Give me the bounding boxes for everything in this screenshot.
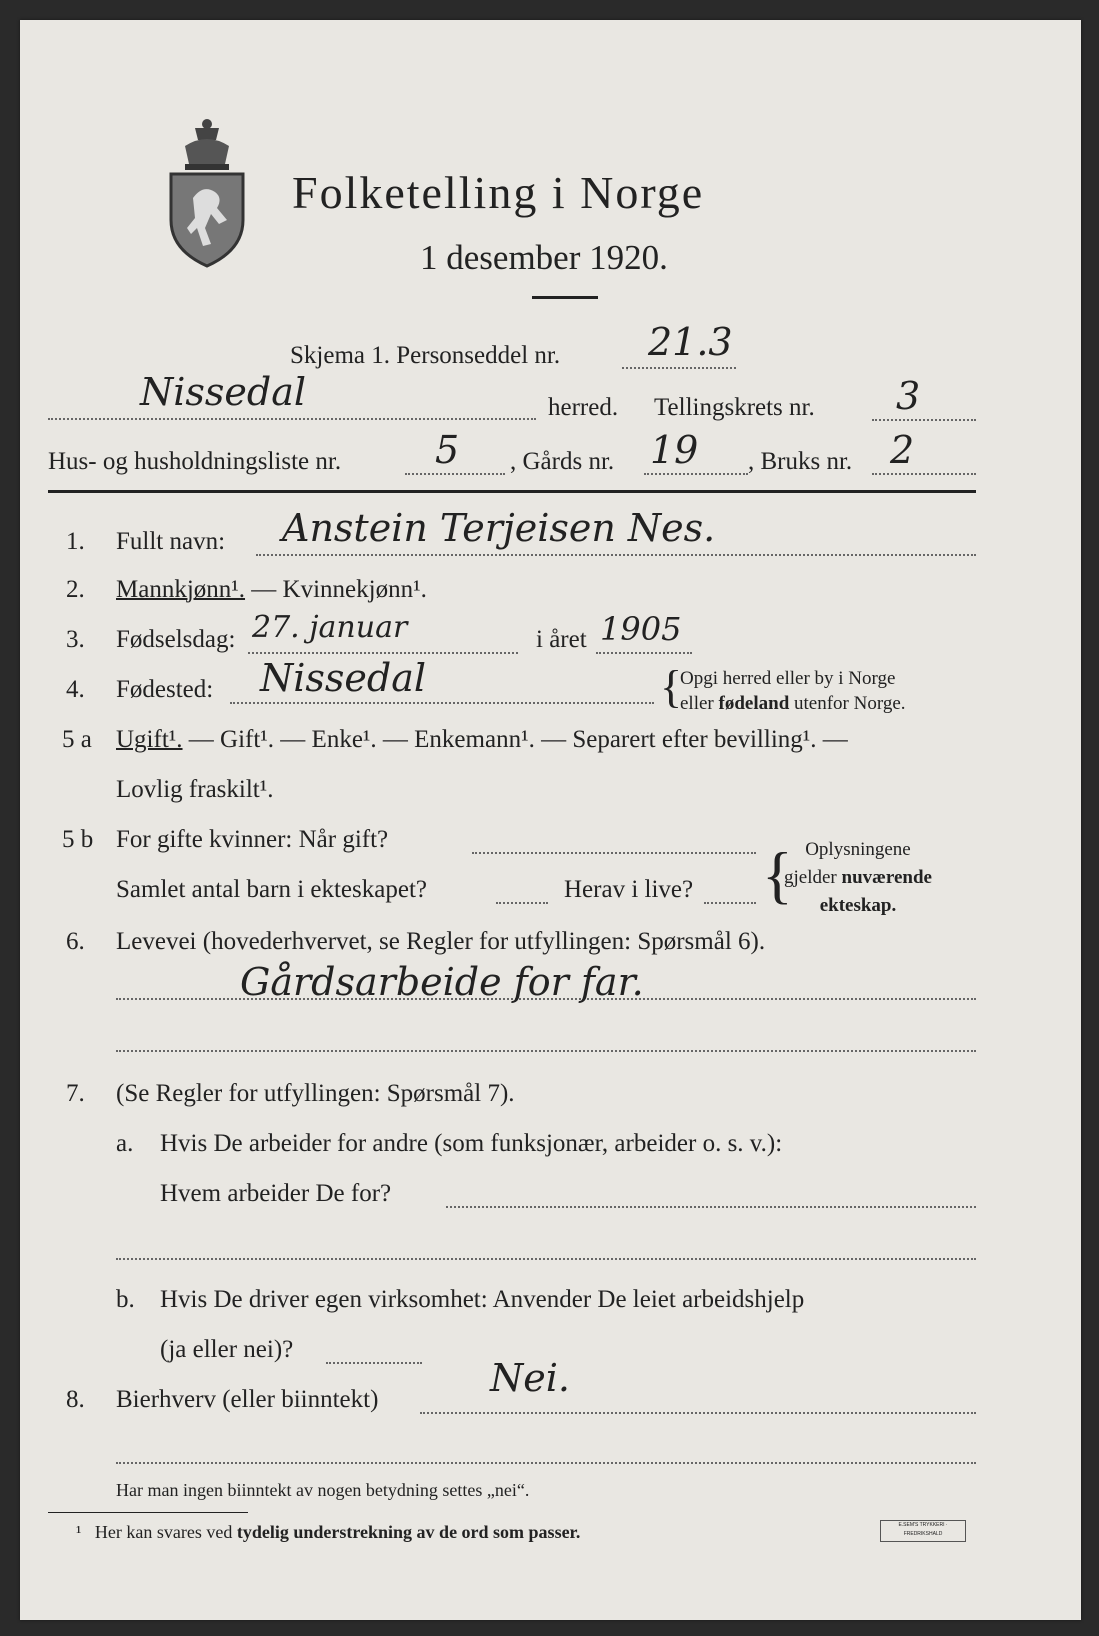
q6-label: Levevei (hovederhvervet, se Regler for utfyllingen: Spørsmål 6).: [116, 928, 766, 955]
herred-label: herred.: [548, 394, 619, 421]
q8-field-line: [420, 1412, 976, 1414]
q7a-employer-label: Hvem arbeider De for?: [160, 1180, 392, 1207]
q4-note-line1: Opgi herred eller by i Norge: [680, 668, 896, 689]
hus-label: Hus- og husholdningsliste nr.: [48, 448, 342, 475]
birth-year-value[interactable]: 1905: [600, 610, 682, 648]
q4-note: [680, 666, 906, 716]
title-divider: [532, 296, 598, 299]
female-option-label: — Kvinnekjønn¹.: [251, 576, 427, 603]
q5b-note-pre: gjelder: [784, 867, 842, 888]
tellingskrets-nr-value[interactable]: 3: [896, 374, 921, 418]
q4-note-bold: fødeland: [718, 693, 790, 714]
q5b-note: [784, 836, 932, 920]
unmarried-option: Ugift¹.: [116, 726, 183, 753]
hus-nr-value[interactable]: 5: [435, 428, 460, 472]
q5b-number: 5 b: [62, 826, 94, 853]
printer-stamp: [880, 1520, 966, 1542]
q5b-alive-field-line: [704, 902, 756, 904]
divorced-option[interactable]: Lovlig fraskilt¹.: [116, 776, 274, 803]
q5b-alive-label: Herav i live?: [564, 876, 694, 903]
gards-field-line: [644, 473, 748, 475]
q4-note-pre: eller: [680, 693, 719, 714]
q7a-label: Hvis De arbeider for andre (som funksjonær, arbeider o. s. v.):: [160, 1130, 783, 1157]
q5b-married-label: For gifte kvinner: Når gift?: [116, 826, 389, 853]
birthplace-value[interactable]: Nissedal: [260, 656, 427, 700]
q8-number: 8.: [66, 1386, 85, 1413]
footnote-text: Her kan svares ved: [94, 1522, 237, 1542]
section-divider: [48, 490, 976, 493]
personseddel-nr-value[interactable]: 21.3: [648, 320, 733, 364]
q5b-note-line1: Oplysningene: [805, 839, 911, 860]
bruks-label: , Bruks nr.: [748, 448, 853, 475]
q7b-label: Hvis De driver egen virksomhet: Anvender De leiet arbeidshjelp: [160, 1286, 805, 1313]
q1-number: 1.: [66, 528, 85, 555]
q3-year-field-line: [596, 652, 692, 654]
q3-number: 3.: [66, 626, 85, 653]
q5a-number: 5 a: [62, 726, 92, 753]
schema-label: Skjema 1. Personseddel nr.: [290, 342, 561, 369]
tellingskrets-label: Tellingskrets nr.: [654, 394, 815, 421]
herred-field-line: [48, 418, 536, 420]
personseddel-field-line: [622, 367, 736, 369]
coat-of-arms-icon: [165, 118, 249, 273]
q7a-field-line-1: [446, 1206, 976, 1208]
other-marital-options: — Gift¹. — Enke¹. — Enkemann¹. — Separert efter bevilling¹. —: [182, 726, 848, 753]
q7-label: (Se Regler for utfyllingen: Spørsmål 7).: [116, 1080, 515, 1107]
occupation-value[interactable]: Gårdsarbeide for far.: [240, 960, 644, 1004]
q5b-brace: {: [762, 839, 793, 910]
footnote-divider: [48, 1512, 248, 1513]
q5b-note-bold: nuværende: [841, 867, 932, 888]
q8-label: Bierhverv (eller biinntekt): [116, 1386, 379, 1413]
q5b-note-line2: [784, 864, 932, 892]
full-name-value[interactable]: Anstein Terjeisen Nes.: [282, 506, 716, 550]
tellingskrets-field-line: [872, 419, 976, 421]
q7b-field-line: [326, 1362, 422, 1364]
hus-field-line: [405, 473, 505, 475]
q7-number: 7.: [66, 1080, 85, 1107]
side-income-value[interactable]: Nei.: [490, 1356, 570, 1400]
male-option-label: Mannkjønn¹.: [116, 576, 246, 603]
male-option[interactable]: [116, 576, 427, 604]
q7a-field-line-2: [116, 1258, 976, 1260]
q7b-letter: b.: [116, 1286, 135, 1313]
q5b-note-line3: ekteskap.: [819, 895, 897, 916]
q4-label: Fødested:: [116, 676, 214, 703]
q2-number: 2.: [66, 576, 85, 603]
q5b-children-field-line: [496, 902, 548, 904]
footnote-mark: ¹: [76, 1522, 82, 1542]
side-income-note: Har man ingen biinntekt av nogen betydning settes „nei“.: [116, 1480, 530, 1500]
q3-year-label: i året: [536, 626, 587, 653]
birthday-value[interactable]: 27. januar: [252, 610, 408, 645]
q1-label: Fullt navn:: [116, 528, 226, 555]
q4-note-line2: [680, 691, 906, 716]
q4-number: 4.: [66, 676, 85, 703]
marital-status-options[interactable]: [116, 726, 848, 754]
bruks-field-line: [872, 473, 976, 475]
q1-field-line: [256, 554, 976, 556]
form-title: Folketelling i Norge: [292, 167, 705, 218]
q3-field-line: [248, 652, 518, 654]
q3-label: Fødselsdag:: [116, 626, 236, 653]
footnote-bold: tydelig understrekning av de ord som passer.: [236, 1522, 581, 1542]
q4-field-line: [230, 702, 654, 704]
q8-field-line-2: [116, 1462, 976, 1464]
census-form-page: [20, 20, 1081, 1620]
q7a-letter: a.: [116, 1130, 134, 1157]
q6-field-line-2: [116, 1050, 976, 1052]
q7b-answer-label: (ja eller nei)?: [160, 1336, 294, 1363]
footnote: [76, 1520, 580, 1545]
q6-number: 6.: [66, 928, 85, 955]
bruks-nr-value[interactable]: 2: [890, 428, 915, 472]
q4-note-post: utenfor Norge.: [789, 693, 906, 714]
q4-brace: {: [660, 661, 683, 712]
q5b-married-field-line: [472, 852, 756, 854]
census-date: 1 desember 1920.: [420, 238, 668, 277]
q5b-children-label: Samlet antal barn i ekteskapet?: [116, 876, 427, 903]
herred-value[interactable]: Nissedal: [140, 370, 307, 414]
gards-label: , Gårds nr.: [510, 448, 615, 475]
gards-nr-value[interactable]: 19: [650, 428, 699, 472]
printer-stamp-text: E.SEM'S TRYKKERI · FREDRIKSHALD: [898, 1522, 948, 1537]
